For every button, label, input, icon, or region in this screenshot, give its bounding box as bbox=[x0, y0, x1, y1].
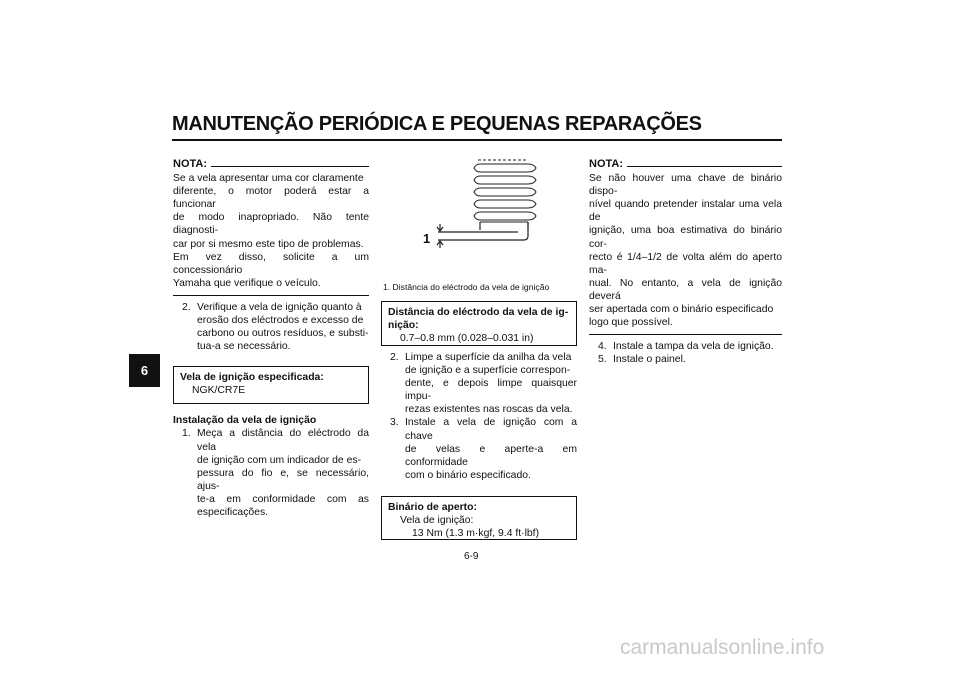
section-heading: Instalação da vela de ignição bbox=[173, 415, 317, 427]
column-right bbox=[589, 158, 782, 366]
text-line: Meça a distância do eléctrodo da vela bbox=[197, 428, 369, 453]
step-number: 1. bbox=[182, 428, 191, 440]
step-item bbox=[381, 351, 577, 416]
step-number: 2. bbox=[390, 352, 399, 363]
step-item bbox=[173, 301, 369, 353]
gap-box-value: 0.7–0.8 mm (0.028–0.031 in) bbox=[400, 333, 534, 345]
spec-box-heading: Vela de ignição especificada: bbox=[180, 372, 324, 384]
text-line: rezas existentes nas roscas da vela. bbox=[405, 404, 573, 416]
page-number: 6-9 bbox=[464, 551, 479, 562]
nota-end-rule bbox=[173, 295, 369, 296]
torque-box-heading: Binário de aperto: bbox=[388, 501, 477, 513]
step-item bbox=[589, 353, 782, 366]
step-number: 4. bbox=[598, 341, 607, 353]
column-left bbox=[173, 158, 369, 519]
step-number: 2. bbox=[182, 301, 191, 313]
nota-line bbox=[627, 166, 782, 167]
nota-end-rule bbox=[589, 334, 782, 335]
text-line: especificações. bbox=[197, 506, 269, 518]
nota-body bbox=[589, 172, 782, 329]
text-line: Instale a vela de ignição com a chave bbox=[405, 417, 577, 442]
torque-box bbox=[381, 496, 577, 540]
text-line: logo que possível. bbox=[589, 317, 673, 329]
plug-electrodes bbox=[437, 222, 528, 248]
text-line: Se não houver uma chave de binário dispo- bbox=[589, 173, 782, 198]
nota-header bbox=[589, 158, 782, 171]
page-title: MANUTENÇÃO PERIÓDICA E PEQUENAS REPARAÇÕES bbox=[172, 113, 702, 135]
text-line: recto é 1/4–1/2 de volta além do aperto ma- bbox=[589, 251, 782, 276]
text-line: de ignição com um indicador de es- bbox=[197, 454, 362, 466]
step-item bbox=[173, 427, 369, 519]
step-item bbox=[381, 416, 577, 481]
text-line: ignição, uma boa estimativa do binário cor- bbox=[589, 225, 782, 250]
spark-plug-gap-diagram bbox=[410, 156, 550, 256]
gap-spec-box bbox=[381, 301, 577, 346]
chapter-tab: 6 bbox=[129, 354, 160, 387]
text-line: Se a vela apresentar uma cor claramente bbox=[173, 173, 364, 185]
nota-label: NOTA: bbox=[589, 158, 624, 170]
text-line: de velas e aperte-a em conformidade bbox=[405, 443, 577, 468]
step-item bbox=[589, 340, 782, 353]
torque-box-line: Vela de ignição: bbox=[400, 515, 474, 527]
spec-box bbox=[173, 366, 369, 404]
text-line: Instale a tampa da vela de ignição. bbox=[613, 341, 774, 353]
text-line: de modo inapropriado. Não tente diagnosti- bbox=[173, 212, 369, 237]
step-number: 5. bbox=[598, 354, 607, 366]
text-line: Yamaha que verifique o veículo. bbox=[173, 277, 321, 289]
figure-caption: 1. Distância do eléctrodo da vela de ignição bbox=[383, 282, 550, 292]
text-line: te-a em conformidade com as bbox=[197, 493, 369, 505]
text-line: erosão dos eléctrodos e excesso de bbox=[197, 315, 364, 327]
text-line: Em vez disso, solicite a um concessionário bbox=[173, 251, 369, 276]
text-line: com o binário especificado. bbox=[405, 469, 531, 481]
nota-label: NOTA: bbox=[173, 158, 208, 170]
text-line: de ignição e a superfície correspon- bbox=[405, 365, 571, 377]
step-number: 3. bbox=[390, 417, 399, 429]
text-line: Limpe a superfície da anilha da vela bbox=[405, 352, 572, 363]
text-line: Verifique a vela de ignição quanto à bbox=[197, 301, 362, 313]
text-line: car por si mesmo este tipo de problemas. bbox=[173, 238, 364, 250]
title-rule bbox=[172, 139, 782, 141]
nota-body bbox=[173, 172, 369, 290]
plug-threads bbox=[474, 160, 536, 222]
callout-number: 1 bbox=[423, 231, 431, 246]
text-line: ser apertada com o binário especificado bbox=[589, 304, 774, 316]
text-line: dente, e depois limpe quaisquer impu- bbox=[405, 378, 577, 403]
text-line: nual. No entanto, a vela de ignição deverá bbox=[589, 277, 782, 302]
text-line: nível quando pretender instalar uma vela de bbox=[589, 199, 782, 224]
nota-header bbox=[173, 158, 369, 171]
text-line: carbono ou outros resíduos, e substi- bbox=[197, 328, 369, 340]
gap-box-heading-line: nição: bbox=[388, 320, 419, 332]
torque-box-line: 13 Nm (1.3 m·kgf, 9.4 ft·lbf) bbox=[412, 528, 540, 540]
text-line: pessura do fio e, se necessário, ajus- bbox=[197, 467, 369, 492]
spec-box-value: NGK/CR7E bbox=[192, 385, 246, 397]
text-line: diferente, o motor poderá estar a funcionar bbox=[173, 186, 369, 211]
text-line: tua-a se necessário. bbox=[197, 341, 291, 353]
watermark: carmanualsonline.info bbox=[620, 636, 825, 659]
column-middle bbox=[381, 301, 577, 540]
text-line: Instale o painel. bbox=[613, 354, 686, 366]
nota-line bbox=[211, 166, 369, 167]
gap-box-heading-line: Distância do eléctrodo da vela de ig- bbox=[388, 307, 569, 318]
